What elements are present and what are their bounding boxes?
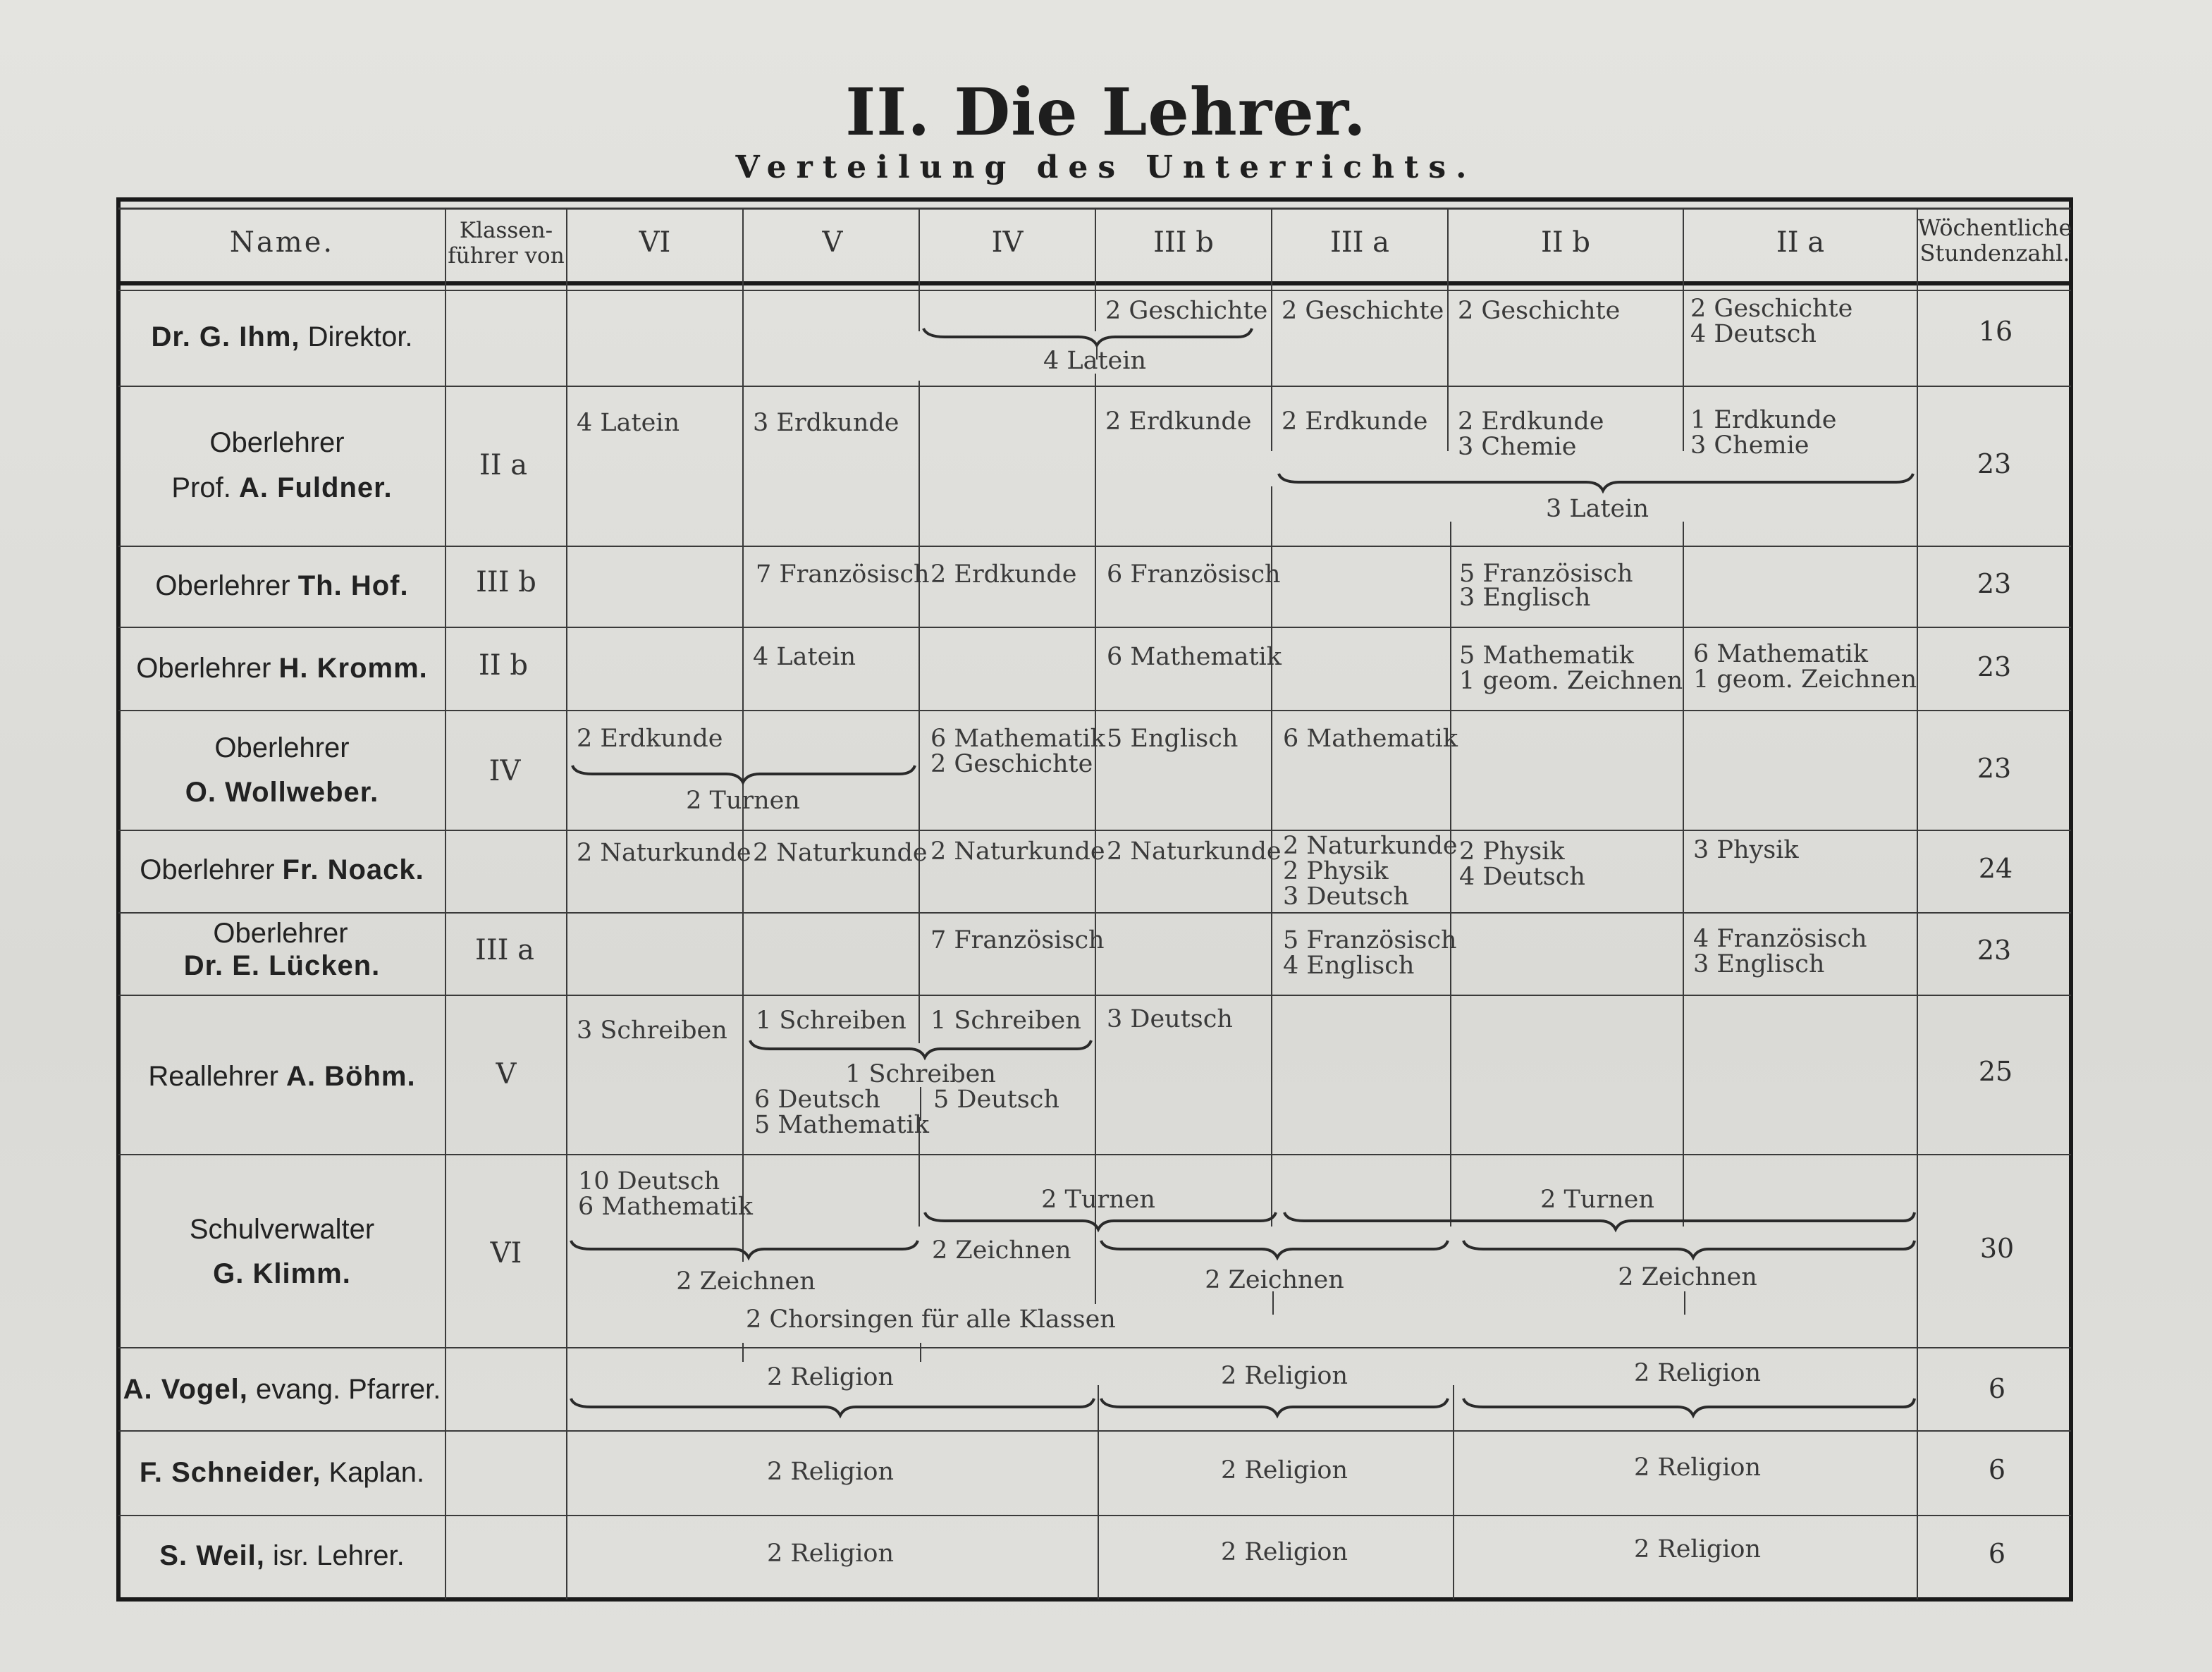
cell-subject: 2 Naturkunde	[1283, 832, 1458, 860]
braces	[571, 328, 1915, 1415]
cell-subject: 4 Latein	[753, 643, 856, 671]
cell-subject: 6 Mathematik	[930, 725, 1105, 753]
cell-subject: 1 geom. Zeichnen	[1459, 667, 1683, 695]
cell-subject: 6 Mathematik	[578, 1193, 753, 1221]
header-klassen-2: führer von	[448, 243, 565, 269]
brace-klimm-zeichnen-3	[1463, 1241, 1915, 1258]
hours-cell: 23	[1977, 935, 2012, 966]
cell-subject: 2 Zeichnen	[1205, 1266, 1344, 1294]
cell-subject: 2 Naturkunde	[930, 837, 1105, 866]
teacher-title: Schulverwalter	[189, 1214, 375, 1245]
header-klassen-1: Klassen-	[459, 218, 553, 243]
cell-subject: 2 Erdkunde	[930, 560, 1077, 589]
cell-subject: 4 Deutsch	[1690, 320, 1817, 348]
cell-subject: 2 Religion	[1633, 1535, 1762, 1563]
header-iib: II b	[1541, 226, 1590, 259]
hours-cell: 6	[1988, 1373, 2006, 1404]
cell-subject: 2 Chorsingen für alle Klassen	[746, 1305, 1116, 1334]
page-subtitle: Verteilung des Unterrichts.	[735, 149, 1477, 185]
cell-subject: 2 Naturkunde	[753, 839, 928, 867]
cell-subject: 2 Geschichte	[1458, 297, 1621, 325]
cell-subject: 2 Religion	[1633, 1359, 1762, 1387]
teacher-name: Oberlehrer Th. Hof.	[155, 570, 409, 601]
cell-subject: 1 Schreiben	[756, 1007, 907, 1035]
teacher-name: G. Klimm.	[213, 1258, 351, 1289]
cell-subject: 5 Mathematik	[754, 1111, 929, 1139]
cell-subject: 6 Mathematik	[1693, 640, 1868, 668]
teacher-name: Oberlehrer H. Kromm.	[136, 653, 428, 684]
klassenfuehrer-cell: III a	[475, 934, 534, 966]
cell-subject: 3 Deutsch	[1283, 883, 1409, 911]
cell-subject: 1 Schreiben	[930, 1007, 1081, 1035]
klassenfuehrer-cell: II a	[479, 449, 528, 481]
cell-subject: 2 Zeichnen	[676, 1267, 816, 1296]
cell-subject: 2 Naturkunde	[1107, 837, 1282, 866]
cell-subject: 2 Geschichte	[1282, 297, 1444, 325]
hours-cell: 6	[1988, 1454, 2006, 1485]
cell-subject: 2 Physik	[1283, 857, 1389, 885]
klassenfuehrer-cell: IV	[489, 755, 521, 787]
cell-subject: 2 Erdkunde	[1105, 407, 1252, 436]
cell-subject: 3 Englisch	[1459, 584, 1591, 612]
cell-subject: 5 Französisch	[1283, 926, 1457, 954]
teacher-name: F. Schneider, Kaplan.	[139, 1457, 425, 1488]
header-iia: II a	[1776, 226, 1825, 259]
brace-vogel-2	[1101, 1399, 1448, 1415]
hours-cell: 25	[1978, 1056, 2013, 1087]
cell-subject: 3 Schreiben	[577, 1016, 727, 1045]
hours-cell: 23	[1977, 568, 2012, 599]
cell-subject: 2 Religion	[1220, 1362, 1348, 1390]
brace-fuldner-latein	[1279, 474, 1913, 491]
header-iiia: III a	[1330, 226, 1389, 259]
brace-vogel-3	[1463, 1399, 1915, 1415]
cell-subject: 2 Zeichnen	[932, 1236, 1071, 1265]
hours-cell: 23	[1977, 651, 2012, 682]
teacher-name: Dr. E. Lücken.	[183, 950, 381, 981]
teacher-name: A. Vogel, evang. Pfarrer.	[123, 1374, 441, 1405]
klassenfuehrer-cell: VI	[490, 1237, 522, 1270]
hours-cell: 30	[1979, 1233, 2015, 1264]
cell-subject: 2 Geschichte	[1690, 295, 1853, 323]
brace-klimm-turnen-1	[925, 1212, 1276, 1229]
teacher-name: S. Weil, isr. Lehrer.	[159, 1540, 405, 1571]
cell-subject: 6 Mathematik	[1107, 643, 1282, 671]
hours-cell: 23	[1977, 753, 2012, 784]
brace-ihm-latein	[923, 328, 1252, 345]
cell-subject: 2 Physik	[1459, 837, 1565, 866]
cell-subject: 4 Englisch	[1283, 952, 1415, 980]
cell-subject: 2 Turnen	[1041, 1186, 1155, 1214]
cell-subject: 2 Religion	[1220, 1456, 1348, 1484]
header-vi: VI	[639, 226, 671, 259]
cell-subject: 7 Französisch	[930, 926, 1105, 954]
teacher-name: O. Wollweber.	[185, 777, 379, 808]
cell-subject: 2 Zeichnen	[1618, 1263, 1757, 1291]
teacher-title: Oberlehrer	[209, 427, 345, 458]
cell-subject: 5 Französisch	[1459, 560, 1633, 588]
brace-klimm-zeichnen-2	[1101, 1241, 1448, 1258]
cell-subject: 5 Mathematik	[1459, 641, 1634, 670]
cell-subject: 4 Latein	[1043, 347, 1147, 375]
cell-subject: 10 Deutsch	[578, 1167, 720, 1195]
cell-subject: 5 Englisch	[1107, 725, 1239, 753]
header-woch-1: Wöchentliche	[1917, 214, 2072, 241]
cell-subject: 2 Religion	[1220, 1538, 1348, 1566]
cell-subject: 3 Chemie	[1690, 431, 1809, 460]
cell-subject: 2 Erdkunde	[1458, 407, 1604, 436]
cell-subject: 2 Geschichte	[1105, 297, 1268, 325]
cell-subject: 2 Religion	[766, 1458, 895, 1486]
cell-subject: 4 Französisch	[1693, 925, 1867, 953]
cell-subject: 6 Deutsch	[754, 1086, 880, 1114]
cell-subject: 2 Erdkunde	[1282, 407, 1428, 436]
hours-cell: 16	[1978, 316, 2013, 347]
cell-subject: 3 Erdkunde	[753, 409, 899, 437]
cell-subject: 1 Schreiben	[845, 1060, 996, 1088]
header-name: Name.	[229, 226, 335, 259]
teacher-name: Oberlehrer Fr. Noack.	[140, 854, 424, 885]
brace-boehm-schreiben	[750, 1040, 1091, 1057]
cell-subject: 1 geom. Zeichnen	[1693, 665, 1917, 694]
header-iv: IV	[991, 226, 1024, 259]
cell-subject: 1 Erdkunde	[1690, 406, 1837, 434]
cell-subject: 6 Französisch	[1107, 560, 1281, 589]
brace-vogel-1	[571, 1399, 1094, 1415]
header-v: V	[822, 226, 843, 259]
cell-subject: 5 Deutsch	[933, 1086, 1059, 1114]
cell-subject: 2 Turnen	[1540, 1186, 1654, 1214]
cell-subject: 6 Mathematik	[1283, 725, 1458, 753]
cell-subject: 3 Deutsch	[1107, 1005, 1233, 1033]
klassenfuehrer-cell: V	[496, 1058, 517, 1090]
teacher-name: Prof. A. Fuldner.	[171, 472, 393, 503]
cell-subject: 3 Chemie	[1458, 433, 1577, 461]
cell-subject: 7 Französisch	[756, 560, 930, 589]
header-woch-2: Stundenzahl.	[1919, 240, 2070, 266]
cell-subject: 3 Latein	[1545, 495, 1649, 523]
cell-subject: 3 Englisch	[1693, 950, 1825, 978]
hours-cell: 23	[1977, 448, 2012, 479]
klassenfuehrer-cell: II b	[479, 649, 528, 682]
cell-subject: 3 Physik	[1693, 836, 1799, 864]
cell-subject: 4 Deutsch	[1459, 863, 1585, 891]
cell-subject: 2 Geschichte	[930, 750, 1093, 778]
klassenfuehrer-cell: III b	[476, 566, 536, 598]
brace-klimm-zeichnen-1	[571, 1241, 918, 1258]
cell-subject: 2 Turnen	[686, 787, 800, 815]
hours-cell: 6	[1988, 1538, 2006, 1569]
cell-subject: 2 Religion	[766, 1363, 895, 1391]
cell-subject: 2 Erdkunde	[577, 725, 723, 753]
teacher-title: Oberlehrer	[214, 732, 350, 763]
teacher-name: Reallehrer A. Böhm.	[148, 1061, 416, 1092]
page-title: II. Die Lehrer.	[845, 74, 1367, 150]
cell-subject: 2 Religion	[1633, 1453, 1762, 1482]
cell-subject: 2 Naturkunde	[577, 839, 751, 867]
brace-klimm-turnen-2	[1284, 1212, 1915, 1229]
teacher-title: Oberlehrer	[213, 918, 348, 949]
header-iiib: III b	[1153, 226, 1214, 259]
cell-subject: 2 Religion	[766, 1539, 895, 1568]
hours-cell: 24	[1978, 853, 2013, 884]
cell-subject: 4 Latein	[577, 409, 680, 437]
teacher-name: Dr. G. Ihm, Direktor.	[151, 321, 413, 352]
